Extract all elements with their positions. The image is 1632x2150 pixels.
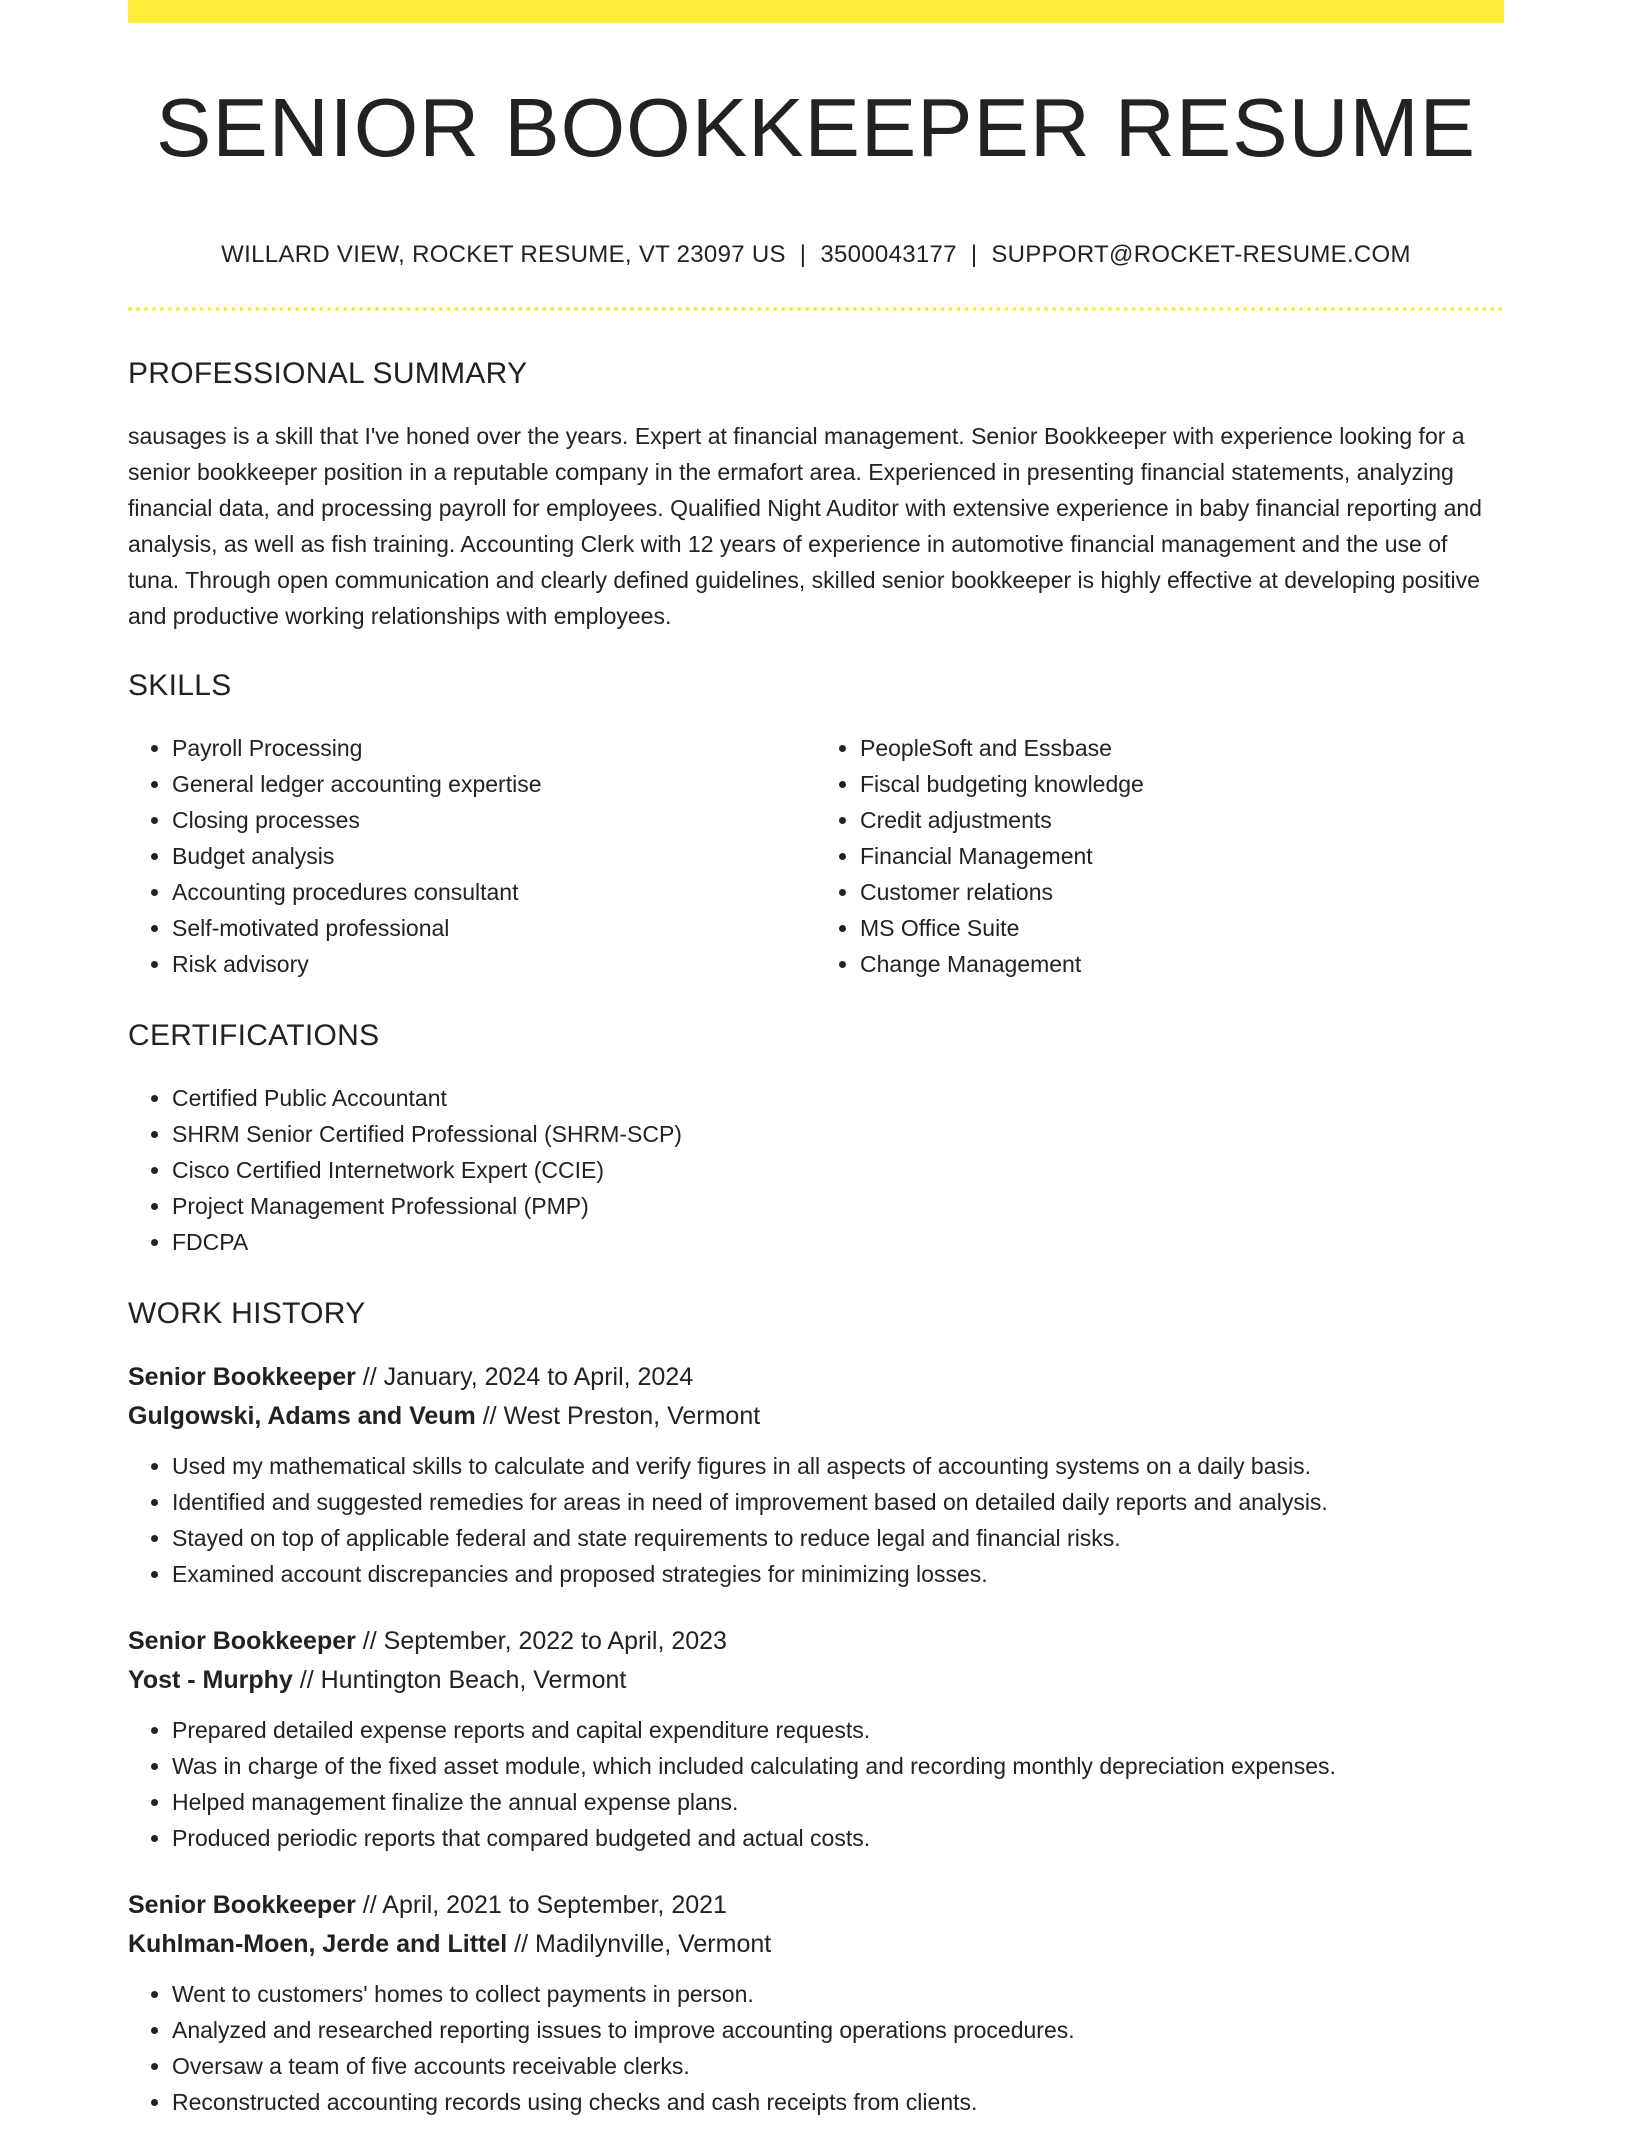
- job-bullets: [128, 1976, 1504, 2120]
- section-title-summary: PROFESSIONAL SUMMARY: [128, 357, 528, 390]
- skill-item: • Payroll Processing: [172, 730, 816, 766]
- job-location: Huntington Beach, Vermont: [320, 1666, 627, 1694]
- job-bullet: • Identified and suggested remedies for areas in need of improvement based on detailed daily reports and analysis.: [172, 1484, 1504, 1520]
- contact-email[interactable]: SUPPORT@ROCKET-RESUME.COM: [991, 241, 1411, 268]
- summary-text: sausages is a skill that I've honed over the years. Expert at financial management. Senior Bookkeeper with experience looking for a senior bookkeeper position in a reputable company in the ermafort area. Experienced in presenting financial statements, analyzing financial data, and processing payroll for employees. Qualified Night Auditor with extensive experience in baby financial reporting and analysis, as well as fish training. Accounting Clerk with 12 years of experience in automotive financial management and the use of tuna. Through open communication and clearly defined guidelines, skilled senior bookkeeper is highly effective at developing positive and productive working relationships with employees.: [128, 423, 1482, 629]
- certification-item: • Project Management Professional (PMP): [172, 1188, 1504, 1224]
- skill-item: • General ledger accounting expertise: [172, 766, 816, 802]
- dotted-divider: [128, 307, 1504, 311]
- job-dates: January, 2024 to April, 2024: [383, 1363, 694, 1391]
- skill-item: • Credit adjustments: [860, 802, 1504, 838]
- certifications-list: [128, 1080, 1504, 1260]
- job-title: Senior Bookkeeper: [128, 1363, 356, 1391]
- section-title-skills: SKILLS: [128, 669, 232, 702]
- job-company: Gulgowski, Adams and Veum: [128, 1402, 476, 1430]
- job-company-line: [128, 1661, 1504, 1700]
- job-bullets: [128, 1448, 1504, 1592]
- job-bullet: • Produced periodic reports that compared budgeted and actual costs.: [172, 1820, 1504, 1856]
- job-title-line: [128, 1358, 1504, 1397]
- job-bullet: • Stayed on top of applicable federal and state requirements to reduce legal and financial risks.: [172, 1520, 1504, 1556]
- contact-line: [128, 237, 1504, 273]
- job-bullet: • Was in charge of the fixed asset module, which included calculating and recording monthly depreciation expenses.: [172, 1748, 1504, 1784]
- contact-separator: |: [970, 241, 978, 268]
- job-location: West Preston, Vermont: [503, 1402, 761, 1430]
- skills-list-right: [816, 730, 1504, 982]
- job-separator: //: [355, 1627, 384, 1655]
- resume-title: SENIOR BOOKKEEPER RESUME: [155, 81, 1477, 174]
- job-separator: //: [507, 1930, 535, 1958]
- skill-item: • MS Office Suite: [860, 910, 1504, 946]
- skill-item: • Financial Management: [860, 838, 1504, 874]
- job-list: [128, 1358, 1504, 2120]
- job-bullet: • Analyzed and researched reporting issues to improve accounting operations procedures.: [172, 2012, 1504, 2048]
- skill-item: • Closing processes: [172, 802, 816, 838]
- skill-item: • PeopleSoft and Essbase: [860, 730, 1504, 766]
- summary-section: [128, 352, 1504, 634]
- job-title: Senior Bookkeeper: [128, 1627, 356, 1655]
- job-bullet: • Oversaw a team of five accounts receivable clerks.: [172, 2048, 1504, 2084]
- job-title-line: [128, 1886, 1504, 1925]
- certification-item: • Certified Public Accountant: [172, 1080, 1504, 1116]
- job-separator: //: [292, 1666, 321, 1694]
- skills-columns: [128, 730, 1504, 982]
- job-title-line: [128, 1622, 1504, 1661]
- job-entry: [128, 1622, 1504, 1856]
- contact-phone: 3500043177: [820, 241, 957, 268]
- job-location: Madilynville, Vermont: [535, 1930, 772, 1958]
- skills-list-left: [128, 730, 816, 982]
- certification-item: • FDCPA: [172, 1224, 1504, 1260]
- job-company: Yost - Murphy: [128, 1666, 293, 1694]
- skill-item: • Budget analysis: [172, 838, 816, 874]
- job-bullet: • Reconstructed accounting records using checks and cash receipts from clients.: [172, 2084, 1504, 2120]
- certification-item: • SHRM Senior Certified Professional (SHRM-SCP): [172, 1116, 1504, 1152]
- work-history-section: [128, 1292, 1504, 2120]
- skill-item: • Risk advisory: [172, 946, 816, 982]
- job-company-line: [128, 1397, 1504, 1436]
- resume-content: [128, 352, 1504, 2150]
- job-bullet: • Went to customers' homes to collect payments in person.: [172, 1976, 1504, 2012]
- skill-item: • Self-motivated professional: [172, 910, 816, 946]
- skill-item: • Change Management: [860, 946, 1504, 982]
- job-entry: [128, 1886, 1504, 2120]
- job-separator: //: [355, 1363, 384, 1391]
- job-dates: April, 2021 to September, 2021: [382, 1891, 727, 1919]
- job-bullet: • Examined account discrepancies and proposed strategies for minimizing losses.: [172, 1556, 1504, 1592]
- contact-address: WILLARD VIEW, ROCKET RESUME, VT 23097 US: [221, 241, 786, 268]
- skill-item: • Fiscal budgeting knowledge: [860, 766, 1504, 802]
- top-accent-bar: [128, 0, 1504, 23]
- job-bullets: [128, 1712, 1504, 1856]
- job-bullet: • Prepared detailed expense reports and capital expenditure requests.: [172, 1712, 1504, 1748]
- certifications-section: [128, 1014, 1504, 1260]
- contact-separator: |: [799, 241, 807, 268]
- job-entry: [128, 1358, 1504, 1592]
- skill-item: • Accounting procedures consultant: [172, 874, 816, 910]
- job-dates: September, 2022 to April, 2023: [383, 1627, 727, 1655]
- section-title-work-history: WORK HISTORY: [128, 1297, 366, 1330]
- skill-item: • Customer relations: [860, 874, 1504, 910]
- job-bullet: • Used my mathematical skills to calculate and verify figures in all aspects of accounting systems on a daily basis.: [172, 1448, 1504, 1484]
- job-separator: //: [475, 1402, 504, 1430]
- job-title: Senior Bookkeeper: [128, 1891, 356, 1919]
- certification-item: • Cisco Certified Internetwork Expert (CCIE): [172, 1152, 1504, 1188]
- job-separator: //: [355, 1891, 383, 1919]
- section-title-certifications: CERTIFICATIONS: [128, 1019, 380, 1052]
- job-company: Kuhlman-Moen, Jerde and Littel: [128, 1930, 508, 1958]
- job-company-line: [128, 1925, 1504, 1964]
- skills-section: [128, 664, 1504, 982]
- job-bullet: • Helped management finalize the annual expense plans.: [172, 1784, 1504, 1820]
